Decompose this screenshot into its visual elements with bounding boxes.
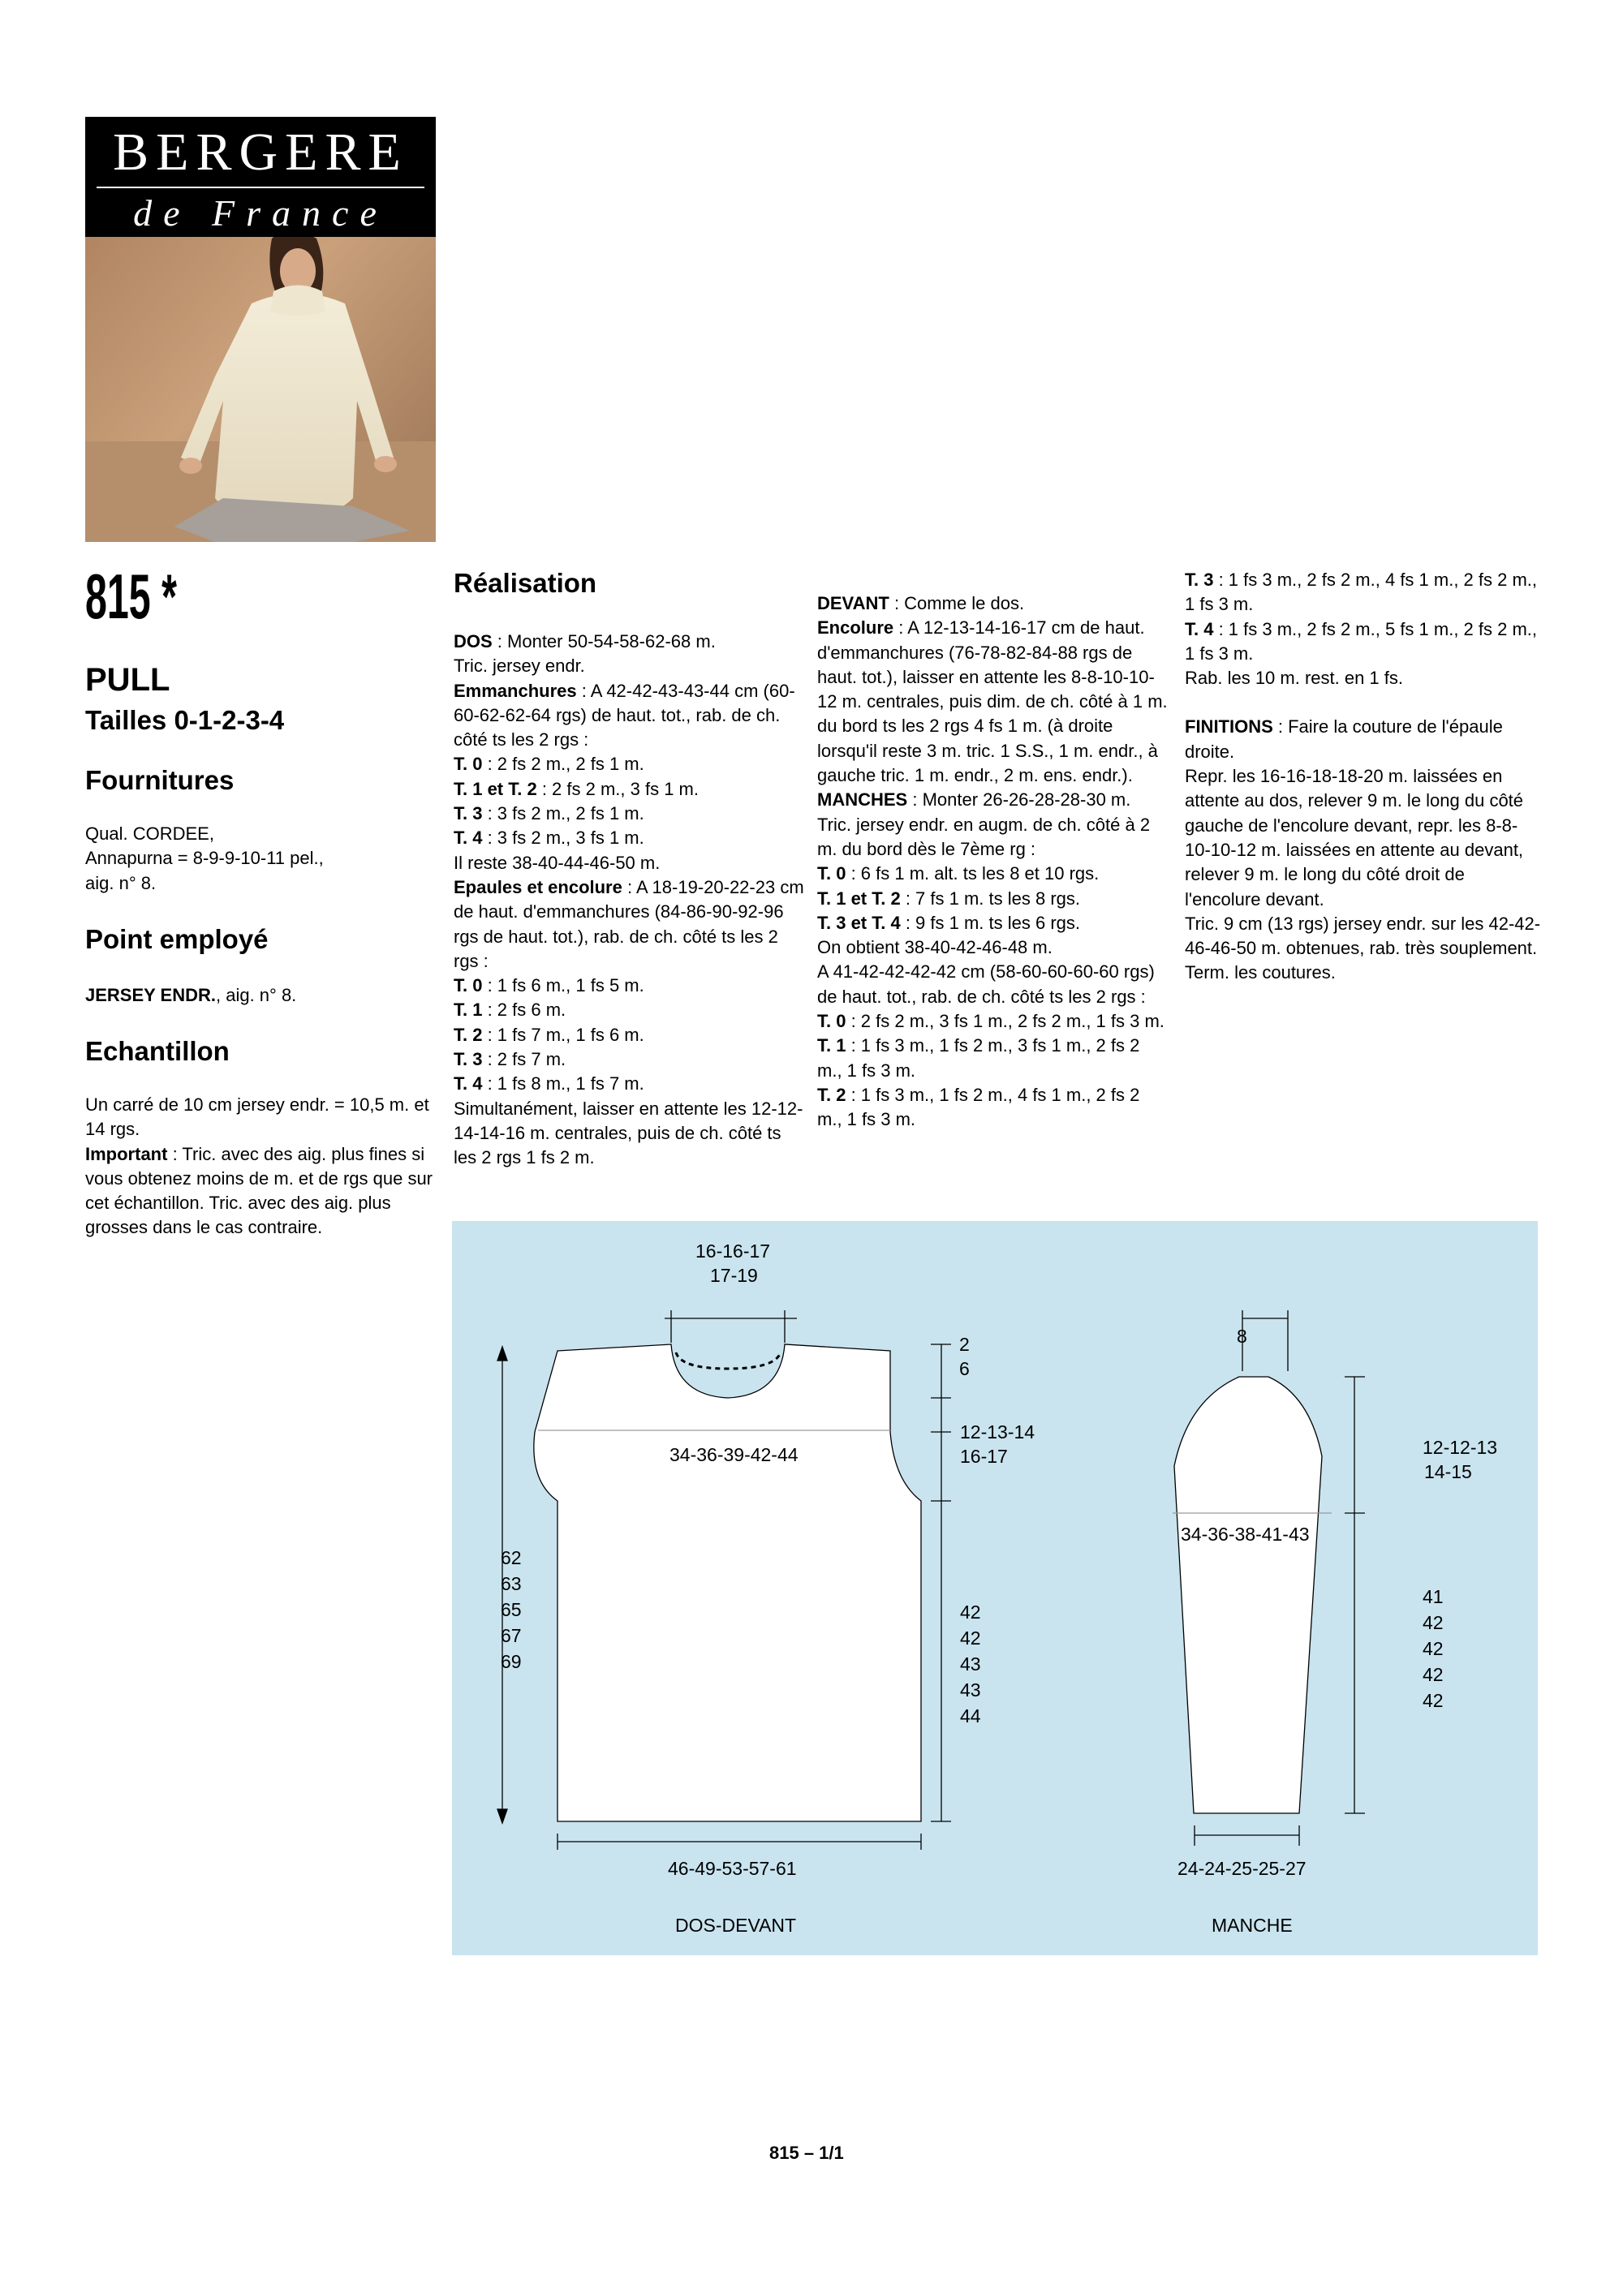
- brand-name: BERGERE: [113, 123, 408, 182]
- spacer: [1185, 690, 1542, 715]
- page-footer: 815 – 1/1: [769, 2143, 844, 2163]
- size-text: : 1 fs 3 m., 2 fs 2 m., 4 fs 1 m., 2 fs 2 m., 1 fs 3 m.: [1185, 570, 1538, 615]
- tricoter-text: Tric. 9 cm (13 rgs) jersey endr. sur les 42-42-46-46-50 m. obtenues, rab. très souplement. Term. les coutures.: [1185, 913, 1541, 983]
- finitions-label: FINITIONS: [1185, 716, 1273, 737]
- side-dim: 44: [960, 1705, 981, 1726]
- encolure-label: Encolure: [817, 617, 894, 638]
- encolure-text: : A 12-13-14-16-17 cm de haut. d'emmanchures (76-78-82-84-88 rgs de haut. tot.), laisser en attente les 8-8-10-10-12 m. centrales, puis dim. de ch. côté à 1 m. du bord ts les 2 rgs 4 fs 1 m. (à droite lorsqu'il reste 3 m. tric. 1 S.S., 1 m. endr., à gauche tric. 1 m. endr., 2 m. ens. endr.).: [817, 617, 1168, 786]
- echantillon-heading: Echantillon: [85, 1036, 230, 1066]
- fournitures-text: [85, 822, 442, 896]
- size-text: : 2 fs 7 m.: [482, 1049, 566, 1070]
- emmanchures-label: Emmanchures: [454, 680, 577, 701]
- length-dim: 63: [501, 1573, 522, 1594]
- neck-dim-1: 16-16-17: [695, 1240, 771, 1262]
- armhole-dim-1: 12-13-14: [960, 1421, 1035, 1443]
- important-text: : Tric. avec des aig. plus fines si vous obtenez moins de m. et de rgs que sur cet échantillon. Tric. avec des aig. plus grosses dans le cas contraire.: [85, 1143, 433, 1238]
- size-text: : 1 fs 3 m., 1 fs 2 m., 4 fs 1 m., 2 fs 2 m., 1 fs 3 m.: [817, 1084, 1140, 1130]
- dos-text: : Monter 50-54-58-62-68 m.: [492, 631, 716, 651]
- sleeve-top-dim: 8: [1237, 1326, 1247, 1347]
- reprendre-text: Repr. les 16-16-18-18-20 m. laissées en attente au dos, relever 9 m. le long du côté gauche de l'encolure devant, repr. les 8-8-10-10-12 m. laissées en attente au devant, relever 9 m. le long du côté droit de l'encolure devant.: [1185, 766, 1524, 909]
- size-text: : 2 fs 6 m.: [482, 1000, 566, 1021]
- body-bottom-width: 46-49-53-57-61: [668, 1858, 797, 1879]
- model-photo: [85, 117, 436, 542]
- size-label: T. 0: [454, 754, 483, 775]
- size-text: : 3 fs 2 m., 2 fs 1 m.: [482, 803, 644, 824]
- sleeve-piece-label: MANCHE: [1212, 1915, 1293, 1936]
- size-text: : 7 fs 1 m. ts les 8 rgs.: [900, 888, 1081, 909]
- brand-logo: [85, 117, 436, 237]
- length-dim: 65: [501, 1599, 522, 1620]
- fournitures-line: Qual. CORDEE,: [85, 823, 214, 844]
- sleeve-length-dim: 41: [1423, 1586, 1444, 1607]
- size-text: : 1 fs 3 m., 1 fs 2 m., 3 fs 1 m., 2 fs 2 m., 1 fs 3 m.: [817, 1035, 1140, 1081]
- pattern-schematic: [452, 1221, 1538, 1955]
- size-text: : 1 fs 8 m., 1 fs 7 m.: [482, 1073, 644, 1094]
- emmanchures-text: : A 42-42-43-43-44 cm (60-60-62-62-64 rgs) de haut. tot., rab. de ch. côté ts les 2 rgs :: [454, 680, 795, 750]
- instructions-column-4: [1185, 568, 1542, 986]
- sleeve-cap-text: A 41-42-42-42-42 cm (58-60-60-60-60 rgs) de haut. tot., rab. de ch. côté ts les 2 rgs :: [817, 961, 1155, 1007]
- size-label: T. 0: [454, 975, 483, 996]
- sleeve-length-dim: 42: [1423, 1612, 1444, 1633]
- fournitures-line: aig. n° 8.: [85, 872, 157, 893]
- sleeve-length-dim: 42: [1423, 1690, 1444, 1711]
- sleeve-outline: [1174, 1377, 1322, 1813]
- size-label: T. 4: [454, 828, 483, 849]
- point-value: , aig. n° 8.: [215, 985, 297, 1005]
- size-label: T. 3: [454, 803, 483, 824]
- size-label: T. 3: [1185, 570, 1214, 590]
- size-label: T. 3: [454, 1049, 483, 1070]
- size-text: : 2 fs 2 m., 3 fs 1 m., 2 fs 2 m., 1 fs 3 m.: [846, 1011, 1165, 1032]
- manches-text: : Monter 26-26-28-28-30 m. Tric. jersey endr. en augm. de ch. côté à 2 m. du bord dès le 7ème rg :: [817, 789, 1151, 859]
- size-text: : 6 fs 1 m. alt. ts les 8 et 10 rgs.: [846, 863, 1100, 884]
- fournitures-heading: Fournitures: [85, 765, 235, 795]
- fournitures-line: Annapurna = 8-9-9-10-11 pel.,: [85, 848, 324, 869]
- neck-dim-2: 17-19: [710, 1265, 758, 1286]
- size-label: T. 4: [1185, 618, 1214, 639]
- size-label: T. 0: [817, 1011, 846, 1032]
- size-label: T. 1: [454, 1000, 483, 1021]
- size-label: T. 2: [817, 1084, 846, 1105]
- size-text: : 1 fs 3 m., 2 fs 2 m., 5 fs 1 m., 2 fs 2 m., 1 fs 3 m.: [1185, 618, 1538, 664]
- sleeve-bottom-width: 24-24-25-25-27: [1177, 1858, 1307, 1879]
- sleeve-cap-dim-1: 12-12-13: [1423, 1437, 1498, 1458]
- realisation-heading: Réalisation: [454, 568, 597, 598]
- echantillon-note: [85, 1142, 444, 1240]
- obtient-text: On obtient 38-40-42-46-48 m.: [817, 937, 1053, 958]
- epaules-label: Epaules et encolure: [454, 876, 622, 897]
- devant-text: : Comme le dos.: [889, 593, 1025, 613]
- shoulder-dim-2: 6: [959, 1358, 970, 1379]
- dos-label: DOS: [454, 631, 493, 651]
- epaules-text: : A 18-19-20-22-23 cm de haut. d'emmanchures (84-86-90-92-96 rgs de haut. tot.), rab. de ch. côté ts les 2 rgs :: [454, 876, 804, 971]
- size-label: T. 1 et T. 2: [817, 888, 901, 909]
- schematic-drawing: [452, 1221, 1538, 1955]
- shoulder-dim-1: 2: [959, 1334, 970, 1355]
- body-mid-width: 34-36-39-42-44: [669, 1444, 799, 1465]
- devant-label: DEVANT: [817, 593, 889, 613]
- instructions-column-2: [454, 630, 804, 1171]
- size-label: T. 2: [454, 1024, 483, 1045]
- brand-divider: [97, 187, 424, 188]
- manches-label: MANCHES: [817, 789, 908, 810]
- size-label: T. 4: [454, 1073, 483, 1094]
- sleeve-length-dim: 42: [1423, 1638, 1444, 1659]
- armhole-dim-2: 16-17: [960, 1446, 1008, 1467]
- rabattre-text: Rab. les 10 m. rest. en 1 fs.: [1185, 668, 1404, 689]
- model-title: PULL: [85, 662, 170, 698]
- sizes-heading: Tailles 0-1-2-3-4: [85, 705, 285, 735]
- size-text: : 2 fs 2 m., 3 fs 1 m.: [536, 778, 699, 799]
- size-label: T. 0: [817, 863, 846, 884]
- dos-stitch: Tric. jersey endr.: [454, 656, 585, 677]
- instructions-column-3: [817, 591, 1168, 1133]
- side-dim: 43: [960, 1653, 981, 1675]
- echantillon-text: [85, 1093, 444, 1240]
- length-dim: 69: [501, 1651, 522, 1672]
- body-piece-outline: [534, 1344, 921, 1821]
- size-text: : 1 fs 7 m., 1 fs 6 m.: [482, 1024, 644, 1045]
- point-text: [85, 983, 442, 1008]
- size-text: : 3 fs 2 m., 3 fs 1 m.: [482, 828, 644, 849]
- point-label: JERSEY ENDR.: [85, 985, 216, 1005]
- length-dim: 62: [501, 1547, 522, 1568]
- length-dim: 67: [501, 1625, 522, 1646]
- brand-subtitle: de France: [133, 192, 388, 234]
- side-dim: 42: [960, 1602, 981, 1623]
- echantillon-gauge: Un carré de 10 cm jersey endr. = 10,5 m. et 14 rgs.: [85, 1094, 429, 1140]
- sleeve-cap-dim-2: 14-15: [1424, 1461, 1472, 1482]
- size-label: T. 1: [817, 1035, 846, 1056]
- size-label: T. 1 et T. 2: [454, 778, 537, 799]
- size-text: : 2 fs 2 m., 2 fs 1 m.: [482, 754, 644, 775]
- sleeve-mid-width: 34-36-38-41-43: [1181, 1524, 1310, 1545]
- front-neckline: [676, 1352, 781, 1369]
- simultanement-text: Simultanément, laisser en attente les 12-12-14-14-16 m. centrales, puis de ch. côté ts les 2 rgs 1 fs 2 m.: [454, 1098, 803, 1168]
- reste-text: Il reste 38-40-44-46-50 m.: [454, 852, 661, 873]
- point-heading: Point employé: [85, 924, 269, 954]
- side-dim: 43: [960, 1679, 981, 1701]
- important-label: Important: [85, 1143, 168, 1164]
- size-text: : 9 fs 1 m. ts les 6 rgs.: [900, 912, 1081, 933]
- model-number: 815 *: [85, 561, 177, 632]
- size-text: : 1 fs 6 m., 1 fs 5 m.: [482, 975, 644, 996]
- body-piece-label: DOS-DEVANT: [675, 1915, 797, 1936]
- finitions-text: : Faire la couture de l'épaule droite.: [1185, 716, 1503, 762]
- side-dim: 42: [960, 1627, 981, 1649]
- sleeve-length-dim: 42: [1423, 1664, 1444, 1685]
- size-label: T. 3 et T. 4: [817, 912, 901, 933]
